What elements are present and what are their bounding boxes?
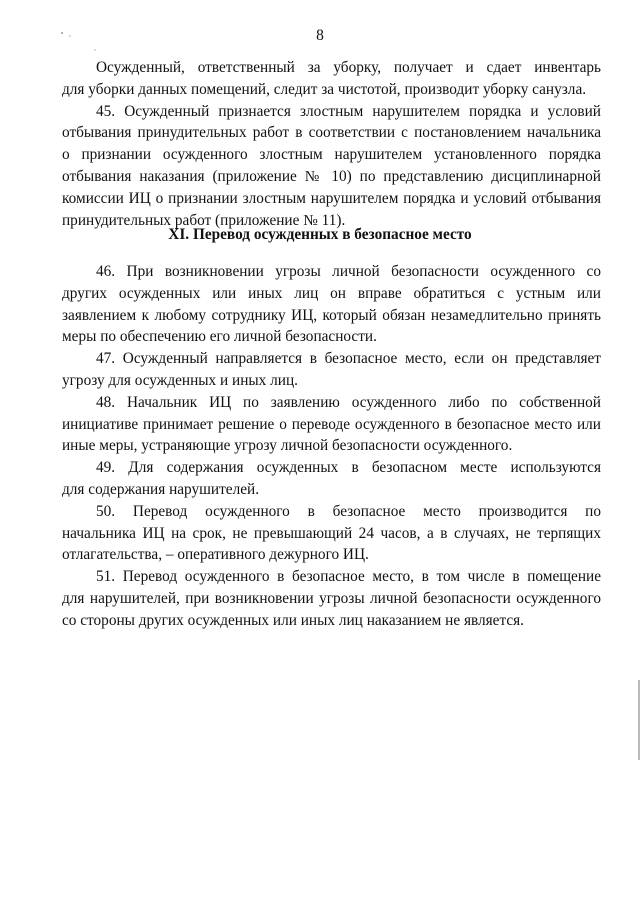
paragraph: [62, 57, 601, 101]
section-heading: XI. Перевод осужденных в безопасное место: [168, 226, 472, 243]
text-line: комиссии ИЦ о признании злостным нарушителем порядка и условий отбывания: [62, 189, 601, 207]
text-line: для нарушителей, при возникновении угрозы личной безопасности осужденного: [62, 589, 601, 607]
paragraph: [62, 101, 601, 232]
text-block-before: [62, 57, 601, 231]
paragraph: [62, 501, 601, 566]
text-line: отбывания наказания (приложение № 10) по представлению дисциплинарной: [62, 167, 601, 185]
text-line: отлагательства, – оперативного дежурного ИЦ.: [62, 546, 369, 564]
paragraph: [62, 392, 601, 457]
text-line: 51. Перевод осужденного в безопасное место, в том числе в помещение: [96, 568, 601, 586]
text-line: 50. Перевод осужденного в безопасное место производится по: [96, 502, 601, 520]
text-line: 48. Начальник ИЦ по заявлению осужденного либо по собственной: [96, 393, 601, 411]
text-line: о признании осужденного злостным нарушителем установленного порядка: [62, 146, 601, 164]
text-line: заявлением к любому сотруднику ИЦ, который обязан незамедлительно принять: [62, 306, 601, 324]
text-line: для уборки данных помещений, следит за чистотой, производит уборку санузла.: [62, 80, 587, 98]
paragraph: [62, 457, 601, 501]
text-line: других осужденных или иных лиц он вправе обратиться с устным или: [62, 284, 601, 302]
paragraph: [62, 566, 601, 631]
paragraph: [62, 348, 601, 392]
text-line: начальника ИЦ на срок, не превышающий 24 часов, а в случаях, не терпящих: [62, 524, 601, 542]
text-line: 45. Осужденный признается злостным нарушителем порядка и условий: [96, 102, 601, 120]
text-line: Осужденный, ответственный за уборку, получает и сдает инвентарь: [96, 59, 601, 76]
text-line: 46. При возникновении угрозы личной безопасности осужденного со: [96, 263, 601, 280]
text-line: 49. Для содержания осужденных в безопасном месте используются: [96, 459, 601, 477]
text-line: отбывания принудительных работ в соответствии с постановлением начальника: [62, 124, 601, 142]
text-line: угрозу для осужденных и иных лиц.: [62, 371, 298, 389]
text-line: меры по обеспечению его личной безопасности.: [62, 328, 377, 346]
paragraph: [62, 261, 601, 348]
text-line: инициативе принимает решение о переводе осужденного в безопасное место или: [62, 415, 601, 433]
text-block-after: [62, 261, 601, 632]
text-line: 47. Осужденный направляется в безопасное место, если он представляет: [96, 350, 601, 368]
text-line: со стороны других осужденных или иных лиц наказанием не является.: [62, 611, 524, 629]
page-number: 8: [316, 27, 324, 44]
text-line: принудительных работ (приложение № 11).: [62, 211, 346, 229]
text-line: для содержания нарушителей.: [62, 480, 260, 498]
text-line: иные меры, устраняющие угрозу личной безопасности осужденного.: [62, 437, 513, 455]
